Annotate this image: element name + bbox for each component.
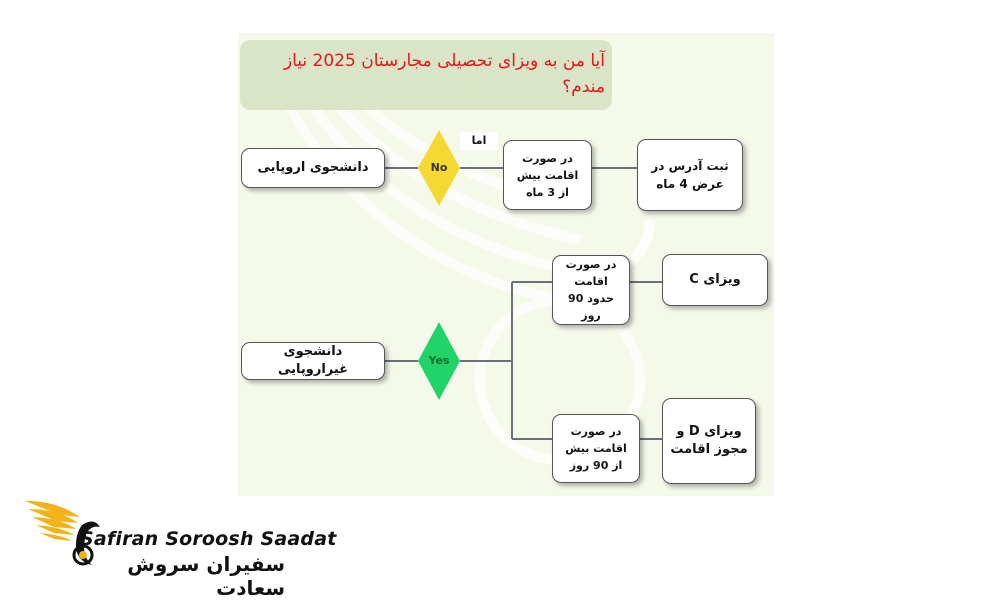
decision-yes-label: Yes [428, 354, 450, 367]
stay-up-to-90-days-box: در صورت اقامت حدود 90 روز [552, 255, 630, 325]
non-european-student-box: دانشجوی غیراروپایی [241, 342, 385, 380]
visa-d-residence-box: ویزای D و مجوز اقامت [662, 398, 756, 484]
stay-over-90-days-box: در صورت اقامت بیش از 90 روز [552, 414, 640, 483]
but-label: اما [460, 132, 498, 150]
brand-name-english: Safiran Soroosh Saadat [80, 528, 337, 550]
stay-over-3-months-box: در صورت اقامت بیش از 3 ماه [503, 140, 592, 210]
register-address-box: ثبت آدرس در عرض 4 ماه [637, 139, 743, 211]
visa-c-box: ویزای C [662, 254, 768, 306]
diagram-title: آیا من به ویزای تحصیلی مجارستان 2025 نیاز مندم؟ [283, 51, 605, 97]
european-student-box: دانشجوی اروپایی [241, 148, 385, 188]
decision-no-label: No [430, 161, 448, 174]
brand-name-persian: سفیران سروش سعادت [127, 552, 285, 600]
